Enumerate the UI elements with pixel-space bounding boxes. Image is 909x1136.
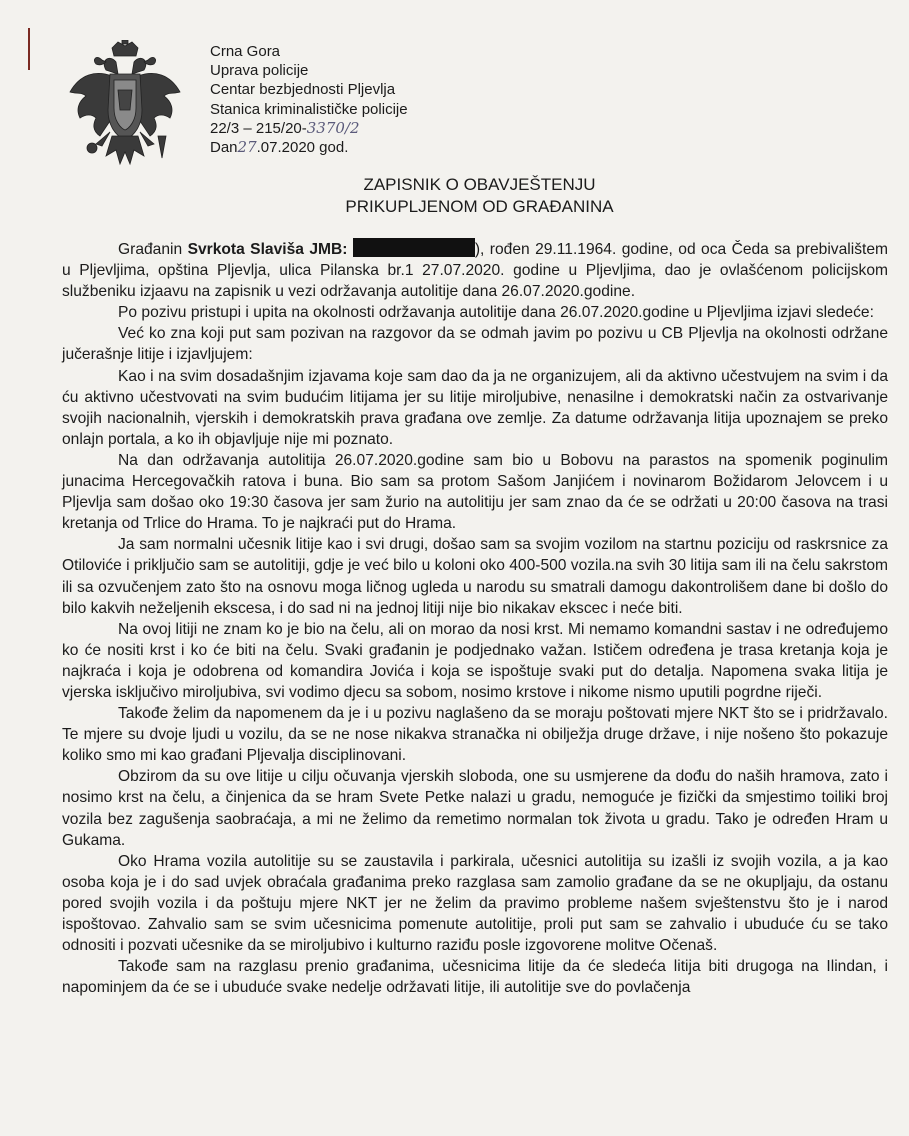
statement-paragraph: Oko Hrama vozila autolitije su se zaustavila i parkirala, učesnici autolitija su izašli iz svojih vozila, a ja kao osoba koja je i do sad uvjek obraćala građanima preko razglasa sam zamolio građane da se ne okupljaju, da ostanu pored svojih vozila i da poštuju mjere NKT jer ne želim da pravimo probleme našem svještenstvu što je i narod ispoštovao. Zahvalio sam se svim učesnicima pomenute autolitije, proli put sam se zahvalio i ubuduće ću se tako odnositi i pozvati učesnike da se miroljubivo i kulturno raziđu posle izgovorene molitve Očenaš. [62,852,888,955]
statement-paragraph: Kao i na svim dosadašnjim izjavama koje sam dao da ja ne organizujem, ali da aktivno učestvujem na svim i da ću aktivno učestvovati na svim budućim litijama jer su litije miroljubive, nenasilne i demokratski način za ostvarivanje svojih nacionalnih, vjerskih i demokratskih prava građana ove zemlje. Za datume održavanja litija upoznajem se preko onlajn portala, a ko ih objavljuje nije mi poznato. [62,367,888,448]
statement-paragraph: Na ovoj litiji ne znam ko je bio na čelu, ali on morao da nosi krst. Mi nemamo komandni sastav i ne određujemo ko će nositi krst i ko će biti na čelu. Svaki građanin je podjednako važan. Ističem određena je trasa kretanja koja je najkraća i koja je odobrena od komandira Jovića i koja se ispoštuje svaki put do detalja. Napomena svaka litija je vjerska isključivo miroljubiva, svi vodimo djecu sa sobom, nosimo krstove i nikome nismo uputili pogrdne riječi. [62,620,888,701]
title-line-1: ZAPISNIK O OBAVJEŠTENJU [363,175,596,194]
header-file-number [210,119,408,138]
header-center: Centar bezbjednosti Pljevlja [210,81,396,99]
document-header [210,42,408,157]
statement-paragraph: Već ko zna koji put sam pozivan na razgovor da se odmah javim po pozivu u CB Pljevlja na okolnosti održane jučerašnje litije i izjavljujem: [62,325,888,364]
statement-paragraph: Na dan održavanja autolitija 26.07.2020.godine sam bio u Bobovu na parastos na spomenik poginulim junacima Hercegovačkih ratova i buna. Bio sam sa protom Sašom Janjićem i novinarom Božidarom Jelovcem i u Pljevlja sam došao oko 19:30 časova jer sam žurio na autolitiju jer sam znao da će se održati u 20:00 časova na trasi kretanja od Trlice do Hrama. To je najkraći put do Hrama. [62,451,888,533]
redaction-bar [353,238,475,257]
coat-of-arms-icon [66,40,184,172]
header-country: Crna Gora [210,43,281,60]
citizen-name: Svrkota Slaviša JMB: [187,241,348,258]
header-date [210,138,408,157]
statement-paragraph: Ja sam normalni učesnik litije kao i svi drugi, došao sam sa svojim vozilom na startnu poziciju od raskrsnice za Otiloviće i priključio sam se autolitiji, gdje je već bilo u koloni oko 400-500 vozila.na svih 30 litija sam ili na čelu sakrstom ili sa ozvučenjem zato što na osnovu moga ličnog ugleda u narodu su smatrali damogu dakontrolišem dane bi došlo do bilo kakvih neželjenih ekscesa, i do sad ni na jednoj litiji nije bio nikakav ekscec i neće biti. [62,536,888,617]
statement-paragraph: Po pozivu pristupi i upita na okolnosti održavanja autolitije dana 26.07.2020.godine u Pljevljima izjavi sledeće: [118,304,874,322]
header-agency: Uprava policije [210,62,309,80]
document-title [0,174,909,218]
intro-paragraph [62,238,888,302]
date-handwritten: 27 [237,138,257,157]
margin-mark [28,28,30,70]
date-suffix: .07.2020 god. [256,139,349,157]
title-line-2: PRIKUPLJENOM OD GRAĐANINA [345,197,614,216]
document-body [62,238,888,998]
intro-rest: ), rođen 29.11.1964. godine, od oca Čeda sa prebivalištem u Pljevljima, opština Pljevlja, ulica Pilanska br.1 27.07.2020. godine u Pljevljima, dao je ovlašćenom policijskom službeniku izjaavu na zapisnik u vezi održavanja autolitije dana 26.07.2020.godine. [62,241,888,301]
file-number-printed: 22/3 – 215/20- [210,119,307,137]
file-number-handwritten: 3370/2 [306,118,360,137]
intro-lead: Građanin [118,241,188,258]
statement-paragraph: Takođe želim da napomenem da je i u pozivu naglašeno da se moraju poštovati mjere NKT što se i pridržavalo. Te mjere su dvoje ljudi u vozilu, da se ne nose nikakva stranačka ni obilježja druge države, i nije nošeno što pokazuje koliko smo mi kao građani Pljevalja disciplinovani. [62,705,888,765]
statement-paragraph: Takođe sam na razglasu prenio građanima, učesnicima litije da će sledeća litija biti drugoga na Ilindan, i napominjem da će se i ubuduće svake nedelje održavati litije, ili autolitije sve do povlačenja [62,958,888,997]
statement-paragraph: Obzirom da su ove litije u cilju očuvanja vjerskih sloboda, one su usmjerene da dođu do naših hramova, zato i nosimo krst na čelu, a činjenica da se hram Svete Petke nalazi u gradu, nemoguće je fizički da smjestimo toiliki broj vozila bez zagušenja saobraćaja, a mi ne želimo da remetimo normalan tok života u gradu. Tako je određen Hram u Gukama. [62,768,888,849]
date-prefix: Dan [210,139,238,157]
header-station: Stanica kriminalističke policije [210,100,408,118]
